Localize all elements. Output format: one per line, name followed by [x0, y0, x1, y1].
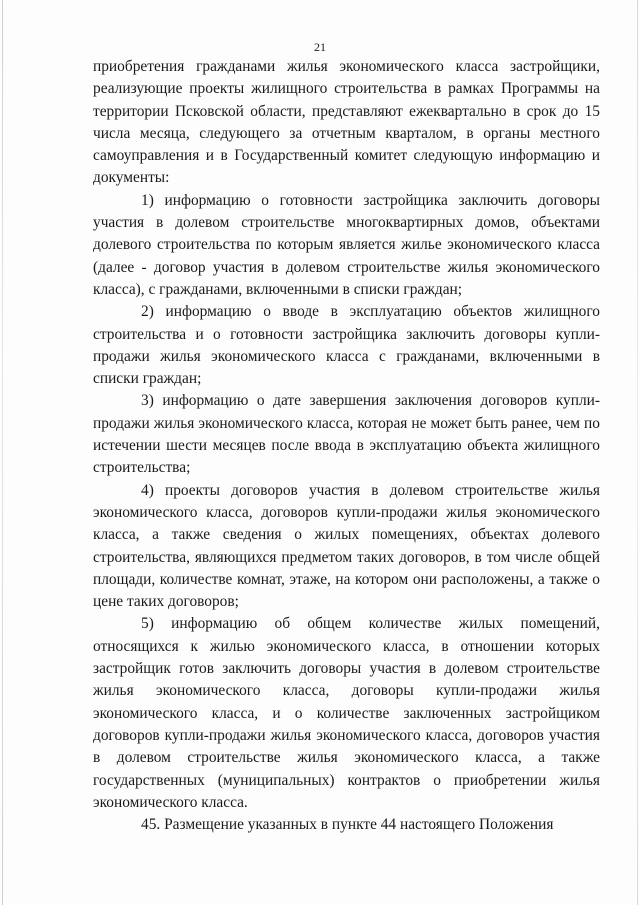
page-number: 21: [314, 40, 326, 54]
list-item-3: 3) информацию о дате завершения заключения договоров купли-продажи жилья экономического класса, которая не может быть ранее, чем по истечении шести месяцев после ввода в эксплуатацию объекта жилищного строительства;: [93, 392, 600, 477]
list-item-1: 1) информацию о готовности застройщика заключить договоры участия в долевом строительстве многоквартирных домов, объектами долевого строительства по которым является жилье экономического класса (далее - договор участия в долевом строительстве жилья экономического класса), с гражданами, включенными в списки граждан;: [93, 191, 600, 298]
scan-edge-left: [2, 0, 3, 905]
list-item-4: 4) проекты договоров участия в долевом строительстве жилья экономического класса, договоров купли-продажи жилья экономического класса, а также сведения о жилых помещениях, объектах долевого строительства, являющихся предметом таких договоров, в том числе общей площади, количестве комнат, этаже, на котором они расположены, а также о цене таких договоров;: [93, 481, 600, 611]
paragraph-continuation: приобретения гражданами жилья экономического класса застройщики, реализующие проекты жилищного строительства в рамках Программы на территории Псковской области, представляют ежеквартально в срок до 15 числа месяца, следующего за отчетным кварталом, в органы местного самоуправления и в Государственный комитет следующую информацию и документы:: [93, 58, 600, 187]
clause-45: 45. Размещение указанных в пункте 44 настоящего Положения: [141, 816, 554, 834]
body-text: [93, 56, 600, 836]
scan-edge-right: [637, 0, 638, 905]
list-item-5: 5) информацию об общем количестве жилых помещений, относящихся к жилью экономического класса, в отношении которых застройщик готов заключить договоры участия в долевом строительстве жилья экономического класса, договоры купли-продажи жилья экономического класса, и о количестве заключенных застройщиком договоров купли-продажи жилья экономического класса, договоров участия в долевом строительстве жилья экономического класса, а также государственных (муниципальных) контрактов о приобретении жилья экономического класса.: [93, 615, 600, 811]
list-item-2: 2) информацию о вводе в эксплуатацию объектов жилищного строительства и о готовности застройщика заключить договоры купли-продажи жилья экономического класса с гражданами, включенными в списки граждан;: [93, 303, 600, 388]
